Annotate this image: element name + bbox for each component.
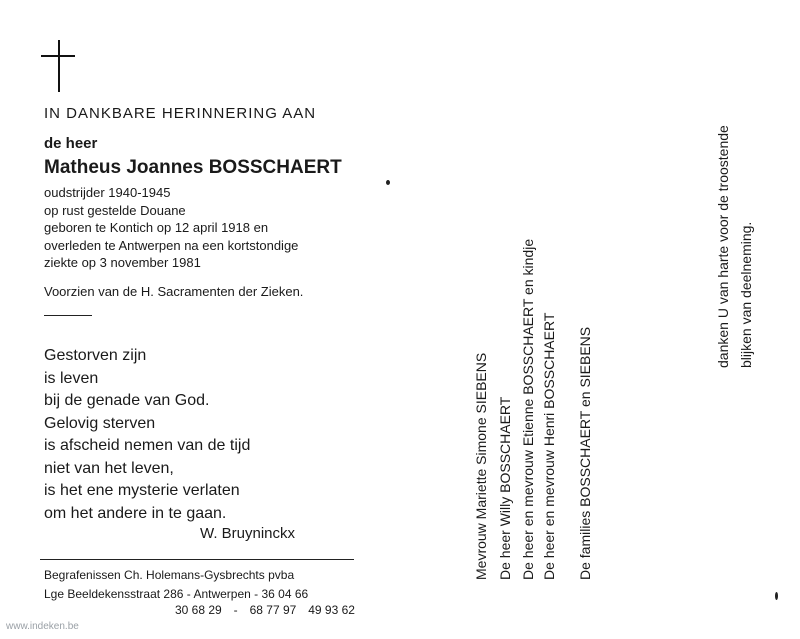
scan-speck [775,592,778,600]
poem-line: is afscheid nemen van de tijd [44,437,251,454]
cross-icon-bar [41,55,75,57]
title-prefix: de heer [44,135,98,152]
poem-line: is leven [44,369,99,387]
phone-number: 49 93 62 [308,603,355,617]
biography-details [44,184,298,272]
thanks-line: danken U van harte voor de troostende [715,125,731,368]
divider [40,559,354,560]
divider [44,315,92,316]
cross-icon [58,40,60,92]
detail-line: geboren te Kontich op 12 april 1918 en [44,220,269,236]
memorial-heading: IN DANKBARE HERINNERING AAN [44,105,317,122]
phone-number: 30 68 29 [175,603,222,617]
poem-line: Gelovig sterven [44,414,156,432]
family-line: De heer en mevrouw Etienne BOSSCHAERT en kindje [520,238,536,580]
poem-line: om het andere in te gaan. [44,504,227,522]
phone-number: 68 77 97 [249,603,297,617]
detail-line: ziekte op 3 november 1981 [44,255,201,271]
funeral-line: Lge Beeldekensstraat 286 - Antwerpen - 36 04 66 [44,587,309,601]
poem-line: bij de genade van God. [44,392,210,409]
poem-line: is het ene mysterie verlaten [44,482,240,499]
deceased-name: Matheus Joannes BOSSCHAERT [44,157,342,178]
funeral-line: Begrafenissen Ch. Holemans-Gysbrechts pvba [44,568,295,582]
detail-line: overleden te Antwerpen na een kortstondige [44,237,299,253]
scan-speck [386,180,390,185]
family-line: Mevrouw Mariette Simone SIEBENS [473,352,489,580]
poem-line: niet van het leven, [44,459,174,477]
family-line: De families BOSSCHAERT en SIEBENS [577,326,593,580]
detail-line: oudstrijder 1940-1945 [44,185,171,200]
poem-author: W. Bruyninckx [200,525,296,542]
phone-separator: - [233,603,238,617]
family-line: De heer Willy BOSSCHAERT [497,396,513,580]
family-line: De heer en mevrouw Henri BOSSCHAERT [541,312,557,580]
poem [44,345,250,525]
watermark: www.indeken.be [6,621,79,632]
detail-line: op rust gestelde Douane [44,202,186,218]
funeral-director [44,566,308,604]
funeral-phones [175,603,355,617]
thanks-line: blijken van deelneming. [738,221,754,368]
sacraments-line: Voorzien van de H. Sacramenten der Zieken. [44,284,304,299]
poem-line: Gestorven zijn [44,347,147,364]
